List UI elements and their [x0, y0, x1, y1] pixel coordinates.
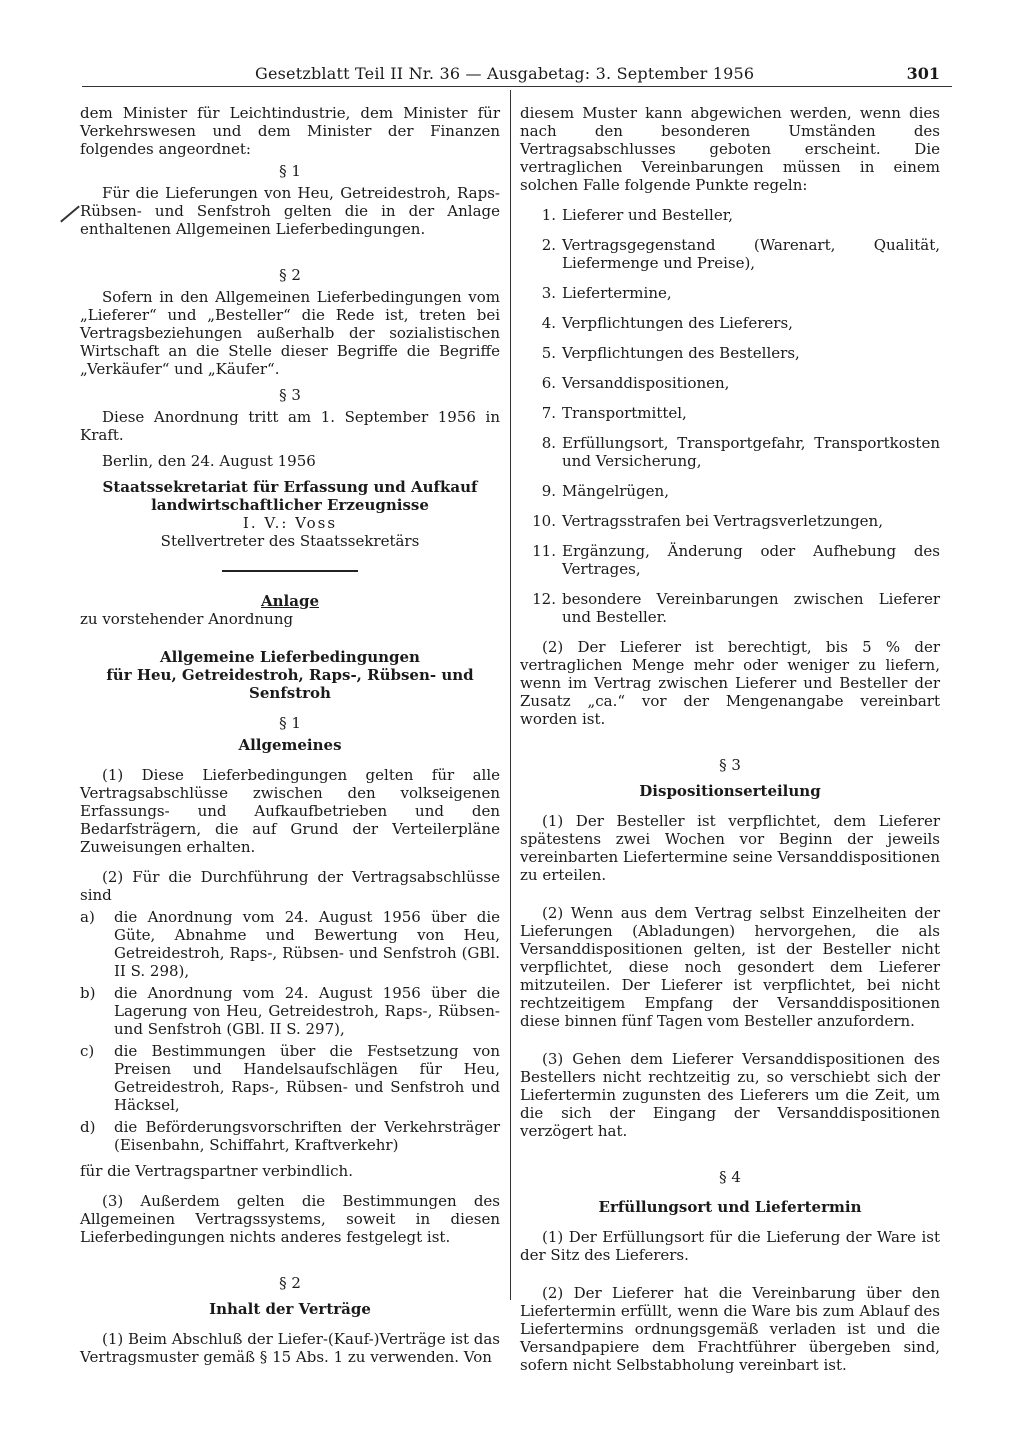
anlage-label: Anlage: [261, 592, 319, 610]
list-number: 11.: [532, 542, 556, 560]
paragraph: (1) Diese Lieferbedingungen gelten für alle Vertragsabschlüsse zwischen den volkseigenen Erfassungs- und Aufkaufbetrieben und den Bedarfsträgern, die auf Grund der Verteilerpläne Zuweisungen erhalten.: [80, 766, 500, 856]
paragraph: Diese Anordnung tritt am 1. September 1956 in Kraft.: [80, 408, 500, 444]
place-date: Berlin, den 24. August 1956: [102, 452, 316, 470]
list-label: b): [80, 984, 96, 1002]
section-heading: § 3: [719, 756, 741, 774]
list-item: [520, 236, 940, 272]
paragraph: Sofern in den Allgemeinen Lieferbedingungen vom „Lieferer“ und „Besteller“ die Rede ist, treten bei Vertragsbeziehungen außerhalb der sozialistischen Wirtschaft an die Stelle dieser Begriffe die Begriffe „Verkäufer“ und „Käufer“.: [80, 288, 500, 378]
section-title: Dispositionserteilung: [639, 782, 821, 800]
paragraph: (2) Wenn aus dem Vertrag selbst Einzelheiten der Lieferungen (Abladungen) hervorgehen, die als Versanddispositionen gelten, ist der Besteller nicht verpflichtet, diese noch gesondert dem Lieferer mitzuteilen. Der Lieferer ist verpflichtet, bei nicht rechtzeitigem Empfang der Versanddispositionen diese binnen fünf Tagen vom Besteller anzufordern.: [520, 904, 940, 1030]
section-heading: § 1: [279, 714, 301, 732]
paragraph: (1) Beim Abschluß der Liefer-(Kauf-)Verträge ist das Vertragsmuster gemäß § 15 Abs. 1 zu verwenden. Von: [80, 1330, 500, 1366]
conditions-title: für Heu, Getreidestroh, Raps-, Rübsen- und Senfstroh: [106, 666, 474, 702]
paragraph: (2) Für die Durchführung der Vertragsabschlüsse sind: [80, 868, 500, 904]
list-number: 3.: [541, 284, 556, 302]
list-label: c): [80, 1042, 95, 1060]
section-heading: § 2: [279, 266, 301, 284]
list-number: 10.: [532, 512, 556, 530]
list-number: 9.: [541, 482, 556, 500]
intro-paragraph: dem Minister für Leichtindustrie, dem Minister für Verkehrswesen und dem Minister der Finanzen folgendes angeordnet:: [80, 104, 500, 158]
header-rule: [82, 86, 952, 87]
list-item: [80, 1042, 500, 1114]
list-item: [520, 344, 940, 362]
list-text: Transportmittel,: [562, 404, 687, 422]
paragraph: (3) Außerdem gelten die Bestimmungen des Allgemeinen Vertragssystems, soweit in diesen Lieferbedingungen nichts anderes festgelegt ist.: [80, 1192, 500, 1246]
list-item: [520, 404, 940, 422]
signer-title: Stellvertreter des Staatssekretärs: [160, 532, 420, 550]
page-header: [80, 60, 960, 88]
list-item: [520, 542, 940, 578]
list-number: 12.: [532, 590, 556, 608]
paragraph: (2) Der Lieferer hat die Vereinbarung über den Liefertermin erfüllt, wenn die Ware bis zum Ablauf des Liefertermins ordnungsgemäß verladen ist und die Versandpapiere dem Frachtführer übergeben sind, sofern nicht Selbstabholung vereinbart ist.: [520, 1284, 940, 1374]
list-item: [520, 374, 940, 392]
section-title: Inhalt der Verträge: [209, 1300, 371, 1318]
section-heading: § 2: [279, 1274, 301, 1292]
section-heading: § 1: [279, 162, 301, 180]
section-title: Allgemeines: [238, 736, 342, 754]
list-text: Lieferer und Besteller,: [562, 206, 734, 224]
list-text: die Bestimmungen über die Festsetzung von Preisen und Handelsaufschlägen für Heu, Getreidestroh, Raps-, Rübsen- und Senfstroh und Häcksel,: [114, 1042, 500, 1114]
list-text: besondere Vereinbarungen zwischen Lieferer und Besteller.: [562, 590, 940, 626]
list-text: Verpflichtungen des Lieferers,: [562, 314, 793, 332]
section-title: Erfüllungsort und Liefertermin: [598, 1198, 862, 1216]
section-heading: § 3: [279, 386, 301, 404]
list-number: 5.: [541, 344, 556, 362]
header-title: Gesetzblatt Teil II Nr. 36 — Ausgabetag: 3. September 1956: [255, 64, 755, 83]
list-text: Ergänzung, Änderung oder Aufhebung des Vertrages,: [562, 542, 940, 578]
list-number: 2.: [541, 236, 556, 254]
list-number: 6.: [541, 374, 556, 392]
list-item: [80, 1118, 500, 1154]
column-divider: [510, 90, 511, 1300]
list-text: Verpflichtungen des Bestellers,: [562, 344, 800, 362]
list-item: [520, 284, 940, 302]
conditions-title: Allgemeine Lieferbedingungen: [160, 648, 420, 666]
paragraph: (1) Der Besteller ist verpflichtet, dem Lieferer spätestens zwei Wochen vor Beginn der jeweils vereinbarten Liefertermine seine Versanddispositionen zu erteilen.: [520, 812, 940, 884]
list-text: Mängelrügen,: [562, 482, 669, 500]
left-column: [80, 104, 500, 1366]
list-item: [520, 512, 940, 530]
margin-mark: [60, 206, 80, 223]
paragraph: (2) Der Lieferer ist berechtigt, bis 5 % der vertraglichen Menge mehr oder weniger zu liefern, wenn im Vertrag zwischen Lieferer und Besteller der Zusatz „ca.“ vor der Mengenangabe vereinbart worden ist.: [520, 638, 940, 728]
list-text: Versanddispositionen,: [562, 374, 730, 392]
page-number: 301: [906, 64, 940, 83]
list-item: [520, 206, 940, 224]
signer: I. V.: Voss: [242, 514, 338, 532]
list-item: [80, 984, 500, 1038]
paragraph: für die Vertragspartner verbindlich.: [80, 1162, 353, 1180]
paragraph: Für die Lieferungen von Heu, Getreidestroh, Raps-Rübsen- und Senfstroh gelten die in der Anlage enthaltenen Allgemeinen Lieferbedingungen.: [80, 184, 500, 238]
paragraph: (1) Der Erfüllungsort für die Lieferung der Ware ist der Sitz des Lieferers.: [520, 1228, 940, 1264]
list-text: Erfüllungsort, Transportgefahr, Transportkosten und Versicherung,: [562, 434, 940, 470]
list-number: 4.: [541, 314, 556, 332]
list-text: die Anordnung vom 24. August 1956 über die Güte, Abnahme und Bewertung von Heu, Getreidestroh, Raps-, Rübsen- und Senfstroh (GBl. II S. 298),: [114, 908, 500, 980]
list-text: die Anordnung vom 24. August 1956 über die Lagerung von Heu, Getreidestroh, Raps-, Rübsen- und Senfstroh (GBl. II S. 297),: [114, 984, 500, 1038]
list-number: 7.: [541, 404, 556, 422]
paragraph: (3) Gehen dem Lieferer Versanddispositionen des Bestellers nicht rechtzeitig zu, so verschiebt sich der Liefertermin zugunsten des Lieferers um die Zeit, um die sich der Eingang der Versanddispositionen verzögert hat.: [520, 1050, 940, 1140]
authority-line: landwirtschaftlicher Erzeugnisse: [151, 496, 429, 514]
list-text: Vertragsgegenstand (Warenart, Qualität, Liefermenge und Preise),: [562, 236, 940, 272]
list-item: [520, 590, 940, 626]
list-item: [80, 908, 500, 980]
list-text: Liefertermine,: [562, 284, 672, 302]
list-number: 1.: [541, 206, 556, 224]
list-item: [520, 434, 940, 470]
list-item: [520, 314, 940, 332]
list-item: [520, 482, 940, 500]
list-label: a): [80, 908, 95, 926]
right-column: [520, 104, 940, 1374]
list-text: die Beförderungsvorschriften der Verkehrsträger (Eisenbahn, Schiffahrt, Kraftverkehr): [114, 1118, 500, 1154]
authority-line: Staatssekretariat für Erfassung und Aufkauf: [102, 478, 478, 496]
list-text: Vertragsstrafen bei Vertragsverletzungen,: [562, 512, 883, 530]
anlage-subtitle: zu vorstehender Anordnung: [80, 610, 294, 628]
section-heading: § 4: [719, 1168, 741, 1186]
paragraph: diesem Muster kann abgewichen werden, wenn dies nach den besonderen Umständen des Vertragsabschlusses geboten erscheint. Die vertraglichen Vereinbarungen müssen in einem solchen Falle folgende Punkte regeln:: [520, 104, 940, 194]
list-label: d): [80, 1118, 96, 1136]
list-number: 8.: [541, 434, 556, 452]
